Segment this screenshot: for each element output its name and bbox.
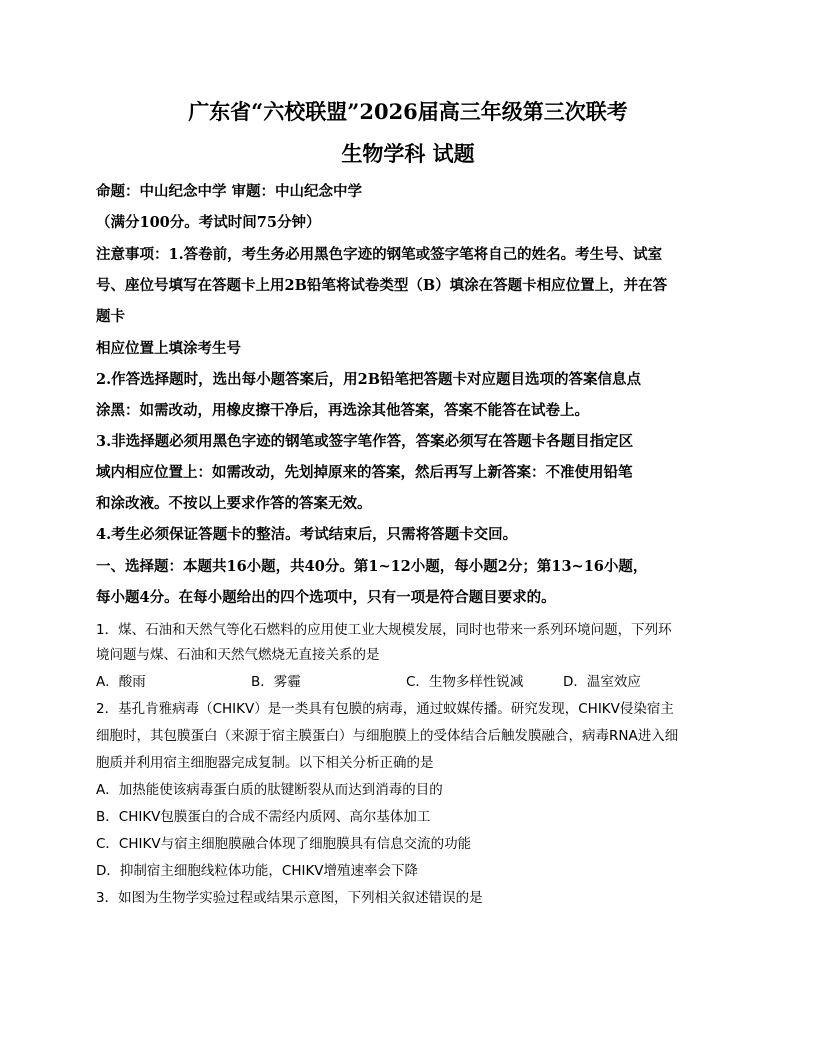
exam-subtitle: 生物学科 试题 (341, 141, 475, 166)
q1-options (96, 670, 716, 690)
section-heading: 每小题4分。在每小题给出的四个选项中，只有一项是符合题目要求的。 (96, 589, 556, 606)
q2-option-b: B．CHIKV包膜蛋白的合成不需经内质网、高尔基体加工 (96, 809, 431, 825)
notes-line: 4.考生必须保证答题卡的整洁。考试结束后，只需将答题卡交回。 (96, 526, 518, 543)
q2-stem: 细胞时，其包膜蛋白（来源于宿主膜蛋白）与细胞膜上的受体结合后触发膜融合，病毒RNA进入细 (96, 728, 679, 744)
q2-stem: 胞质并利用宿主细胞器完成复制。以下相关分析正确的是 (96, 755, 434, 771)
notes-line: 涂黑：如需改动，用橡皮擦干净后，再选涂其他答案，答案不能答在试卷上。 (96, 402, 589, 419)
q2-option-c: C．CHIKV与宿主细胞膜融合体现了细胞膜具有信息交流的功能 (96, 836, 472, 852)
notes-line: 域内相应位置上：如需改动，先划掉原来的答案，然后再写上新答案：不准使用铅笔 (96, 464, 633, 481)
q1-stem: 境问题与煤、石油和天然气燃烧无直接关系的是 (96, 647, 380, 663)
exam-title: 广东省“六校联盟”2026届高三年级第三次联考 (188, 99, 628, 124)
q2-stem: 2．基孔肯雅病毒（CHIKV）是一类具有包膜的病毒，通过蚊媒传播。研究发现，CHIKV侵染宿主 (96, 701, 674, 717)
q1-option-b: B．雾霾 (251, 674, 301, 690)
notes-line: 3.非选择题必须用黑色字迹的钢笔或签字笔作答，答案必须写在答题卡各题目指定区 (96, 433, 634, 450)
q1-option-a: A．酸雨 (96, 674, 146, 690)
q1-stem: 1．煤、石油和天然气等化石燃料的应用使工业大规模发展，同时也带来一系列环境问题，下列环 (96, 622, 672, 638)
q2-option-a: A．加热能使该病毒蛋白质的肽键断裂从而达到消毒的目的 (96, 782, 443, 798)
authors-line: 命题：中山纪念中学 审题：中山纪念中学 (96, 183, 363, 200)
notes-line: 相应位置上填涂考生号 (96, 340, 241, 357)
score-time-line: （满分100分。考试时间75分钟） (96, 214, 321, 231)
q3-stem: 3．如图为生物学实验过程或结果示意图，下列相关叙述错误的是 (96, 890, 483, 906)
section-heading: 一、选择题：本题共16小题，共40分。第1~12小题，每小题2分；第13~16小题， (96, 558, 648, 575)
q1-option-d: D．温室效应 (563, 674, 641, 690)
notes-line: 号、座位号填写在答题卡上用2B铅笔将试卷类型（B）填涂在答题卡相应位置上，并在答 (96, 277, 668, 294)
notes-line: 2.作答选择题时，选出每小题答案后，用2B铅笔把答题卡对应题目选项的答案信息点 (96, 371, 641, 388)
notes-line: 题卡 (96, 308, 125, 325)
q1-option-c: C．生物多样性锐减 (406, 674, 524, 690)
notes-line: 和涂改液。不按以上要求作答的答案无效。 (96, 495, 372, 512)
notes-line: 注意事项：1.答卷前，考生务必用黑色字迹的钢笔或签字笔将自己的姓名。考生号、试室 (96, 246, 663, 263)
q2-option-d: D．抑制宿主细胞线粒体功能，CHIKV增殖速率会下降 (96, 863, 419, 879)
